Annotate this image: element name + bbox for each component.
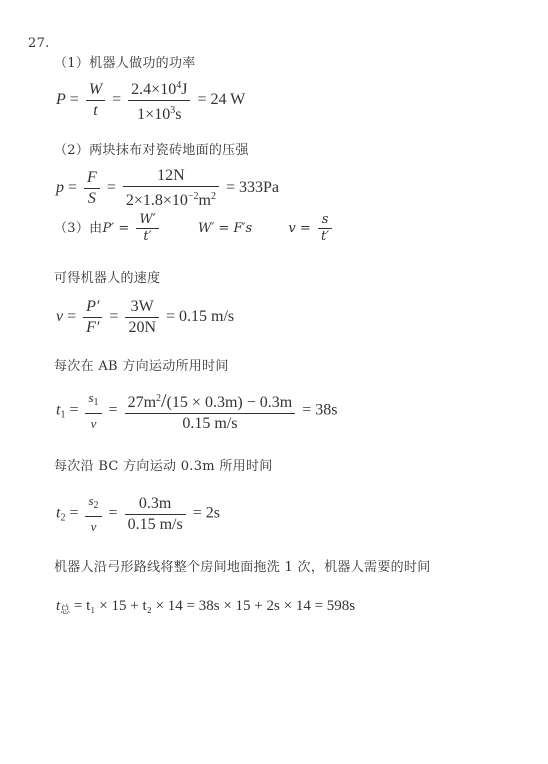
problem-number: 27. [28, 36, 50, 51]
part1-title: （1）机器人做功的功率 [54, 56, 196, 71]
equation-relations: （3）由P′ = $\frac{W'}{t'}$ W′ = F′s v = $\frac{s}{t'}$ [54, 212, 335, 245]
part2-title: （2）两块抹布对瓷砖地面的压强 [54, 143, 249, 158]
text-bc-time: 每次沿 BC 方向运动 0.3m 所用时间 [54, 459, 273, 474]
text-ab-time: 每次在 AB 方向运动所用时间 [54, 359, 229, 374]
equation-total: $t_总 = t_1 \times 15 + t_2 \times 14 = 38s \times 15 + 2s \times 14 = 598s$ [56, 598, 356, 616]
equation-speed: v = $\frac{P'}{F'}$ = $\frac{3W}{20N}$ = 0.15 m/s [56, 298, 235, 336]
equation-t2: $t_2$ = $\frac{s_2}{v}$ = $\frac{0.3m}{0.15 m/s}$ = 2s [56, 493, 220, 534]
text-total-time: 机器人沿弓形路线将整个房间地面拖洗 1 次，机器人需要的时间 [54, 560, 431, 575]
text-speed-intro: 可得机器人的速度 [54, 271, 161, 286]
equation-pressure: p = $\frac{F}{S}$ = $\frac{12N}{2\times 1.8\times 10^{-2}m^2}$ = 333Pa [56, 167, 280, 209]
equation-power: P = $\frac{W}{t}$ = $\frac{2.4\times 10^4J}{1\times 10^3s}$ = 24 W [56, 76, 245, 125]
equation-t1: $t_1$ = $\frac{s_1}{v}$ = $\frac{27m^2/(15 \times 0.3m) - 0.3m}{0.15 m/s}$ = 38s [56, 389, 338, 432]
